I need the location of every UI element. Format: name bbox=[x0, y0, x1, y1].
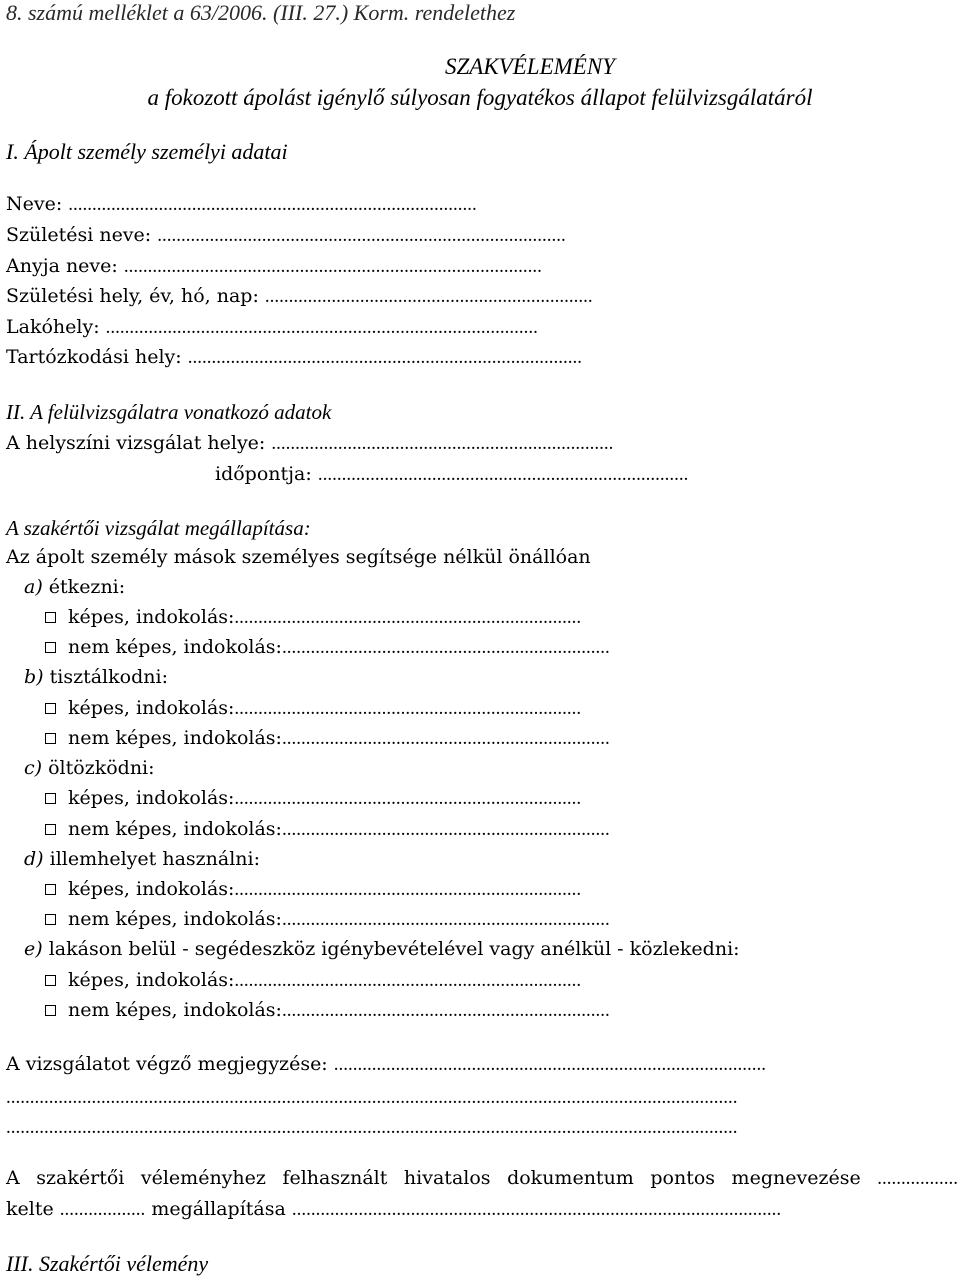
checkbox-a-not-capable[interactable] bbox=[45, 642, 56, 653]
field-stay-address bbox=[6, 348, 582, 367]
field-inspection-place-label: A helyszíni vizsgálat helye: bbox=[6, 432, 266, 454]
field-birth-name bbox=[6, 226, 566, 245]
field-birth-place-date-dots: ..................................................................... bbox=[264, 286, 593, 307]
not-capable-dots: ..................................................................... bbox=[281, 1000, 610, 1021]
examiner-notes bbox=[6, 1055, 766, 1074]
capable-dots: ......................................................................... bbox=[234, 607, 582, 628]
field-name-dots: ...................................................................................... bbox=[68, 194, 477, 215]
examiner-notes-label: A vizsgálatot végző megjegyzése: bbox=[6, 1053, 328, 1075]
capable-dots: ......................................................................... bbox=[234, 698, 582, 719]
capable-dots: ......................................................................... bbox=[234, 879, 582, 900]
not-capable-dots: ..................................................................... bbox=[281, 819, 610, 840]
field-inspection-place-dots: ........................................................................ bbox=[271, 433, 614, 454]
field-residence bbox=[6, 318, 538, 337]
finding-item-c-letter: c) bbox=[24, 757, 43, 779]
not-capable-label: nem képes, indokolás: bbox=[68, 908, 282, 930]
capable-label: képes, indokolás: bbox=[68, 697, 235, 719]
kelte-label: kelte bbox=[6, 1198, 54, 1220]
finding-b-capable bbox=[45, 699, 581, 718]
field-name bbox=[6, 195, 477, 214]
finding-item-b bbox=[24, 668, 168, 687]
field-birth-name-label: Születési neve: bbox=[6, 224, 152, 246]
section-3-heading: III. Szakértői vélemény bbox=[6, 1251, 209, 1276]
field-inspection-place bbox=[6, 434, 613, 453]
finding-item-b-letter: b) bbox=[24, 666, 44, 688]
document-findings-dots: ....................................................................................................... bbox=[291, 1199, 782, 1220]
kelte-dots: .................. bbox=[59, 1199, 146, 1220]
finding-item-d-text: illemhelyet használni: bbox=[49, 848, 261, 870]
checkbox-a-capable[interactable] bbox=[45, 612, 56, 623]
field-mother-name-label: Anyja neve: bbox=[6, 255, 118, 277]
official-documents-label: A szakértői véleményhez felhasznált hivatalos dokumentum pontos megnevezése bbox=[6, 1167, 861, 1189]
finding-item-d-letter: d) bbox=[24, 848, 44, 870]
document-findings-label: megállapítása bbox=[151, 1198, 286, 1220]
section-1-heading: I. Ápolt személy személyi adatai bbox=[6, 139, 288, 164]
findings-intro: Az ápolt személy mások személyes segítsége nélkül önállóan bbox=[6, 546, 591, 568]
official-documents bbox=[6, 1169, 958, 1188]
document-title: SZAKVÉLEMÉNY bbox=[445, 54, 615, 79]
finding-e-capable bbox=[45, 971, 581, 990]
finding-item-a bbox=[24, 578, 125, 597]
findings-heading: A szakértői vizsgálat megállapítása: bbox=[6, 516, 311, 540]
capable-dots: ......................................................................... bbox=[234, 970, 582, 991]
finding-c-not-capable bbox=[45, 820, 610, 839]
finding-a-not-capable bbox=[45, 638, 610, 657]
capable-label: képes, indokolás: bbox=[68, 606, 235, 628]
finding-item-e bbox=[24, 940, 740, 959]
examiner-notes-line-2: .......................................................................................................................................................... bbox=[6, 1087, 738, 1108]
capable-label: képes, indokolás: bbox=[68, 969, 235, 991]
checkbox-d-capable[interactable] bbox=[45, 884, 56, 895]
finding-d-not-capable bbox=[45, 910, 610, 929]
finding-item-e-text: lakáson belül - segédeszköz igénybevételével vagy anélkül - közlekedni: bbox=[48, 938, 740, 960]
field-name-label: Neve: bbox=[6, 193, 63, 215]
field-inspection-date bbox=[215, 465, 688, 484]
not-capable-dots: ..................................................................... bbox=[281, 637, 610, 658]
official-documents-dots: ................. bbox=[877, 1168, 958, 1189]
document-subtitle: a fokozott ápolást igénylő súlyosan fogyatékos állapot felülvizsgálatáról bbox=[147, 85, 813, 110]
document-date-findings bbox=[6, 1200, 781, 1219]
finding-a-capable bbox=[45, 608, 581, 627]
finding-item-d bbox=[24, 850, 260, 869]
checkbox-c-capable[interactable] bbox=[45, 793, 56, 804]
checkbox-b-capable[interactable] bbox=[45, 703, 56, 714]
regulation-header: 8. számú melléklet a 63/2006. (III. 27.) Korm. rendelethez bbox=[6, 0, 516, 25]
finding-c-capable bbox=[45, 789, 581, 808]
finding-b-not-capable bbox=[45, 729, 610, 748]
finding-item-e-letter: e) bbox=[24, 938, 43, 960]
field-birth-place-date bbox=[6, 287, 593, 306]
finding-item-c-text: öltözködni: bbox=[48, 757, 155, 779]
field-stay-address-dots: ................................................................................... bbox=[187, 347, 582, 368]
not-capable-dots: ..................................................................... bbox=[281, 728, 610, 749]
section-2-heading: II. A felülvizsgálatra vonatkozó adatok bbox=[6, 400, 332, 424]
not-capable-dots: ..................................................................... bbox=[281, 909, 610, 930]
field-residence-dots: ........................................................................................... bbox=[105, 317, 538, 338]
field-inspection-date-label: időpontja: bbox=[215, 463, 312, 485]
checkbox-b-not-capable[interactable] bbox=[45, 733, 56, 744]
field-mother-name bbox=[6, 257, 542, 276]
finding-item-c bbox=[24, 759, 155, 778]
checkbox-c-not-capable[interactable] bbox=[45, 824, 56, 835]
examiner-notes-dots: ........................................................................................... bbox=[333, 1054, 767, 1075]
capable-dots: ......................................................................... bbox=[234, 788, 582, 809]
field-inspection-date-dots: .............................................................................. bbox=[317, 464, 689, 485]
capable-label: képes, indokolás: bbox=[68, 787, 235, 809]
checkbox-e-not-capable[interactable] bbox=[45, 1005, 56, 1016]
field-stay-address-label: Tartózkodási hely: bbox=[6, 346, 182, 368]
not-capable-label: nem képes, indokolás: bbox=[68, 818, 282, 840]
finding-d-capable bbox=[45, 880, 581, 899]
examiner-notes-line-3: .......................................................................................................................................................... bbox=[6, 1117, 738, 1138]
finding-item-a-letter: a) bbox=[24, 576, 43, 598]
not-capable-label: nem képes, indokolás: bbox=[68, 999, 282, 1021]
finding-item-a-text: étkezni: bbox=[48, 576, 126, 598]
field-birth-place-date-label: Születési hely, év, hó, nap: bbox=[6, 285, 259, 307]
field-mother-name-dots: ........................................................................................ bbox=[123, 256, 542, 277]
field-birth-name-dots: ...................................................................................... bbox=[157, 225, 566, 246]
checkbox-e-capable[interactable] bbox=[45, 975, 56, 986]
field-residence-label: Lakóhely: bbox=[6, 316, 100, 338]
not-capable-label: nem képes, indokolás: bbox=[68, 727, 282, 749]
capable-label: képes, indokolás: bbox=[68, 878, 235, 900]
checkbox-d-not-capable[interactable] bbox=[45, 914, 56, 925]
finding-item-b-text: tisztálkodni: bbox=[49, 666, 168, 688]
not-capable-label: nem képes, indokolás: bbox=[68, 636, 282, 658]
finding-e-not-capable bbox=[45, 1001, 610, 1020]
